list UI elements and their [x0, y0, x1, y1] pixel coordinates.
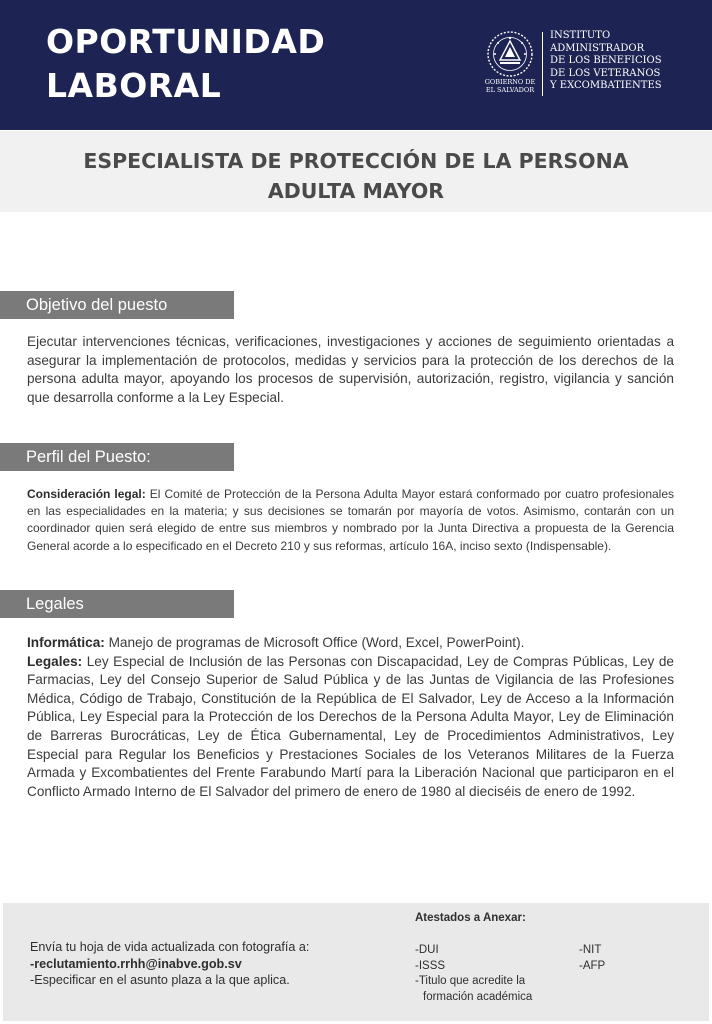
institute-line: DE LOS VETERANOS	[550, 67, 661, 79]
job-title-line-2: ADULTA MAYOR	[267, 179, 445, 203]
institute-name	[550, 30, 662, 93]
attachments-list-left	[415, 943, 532, 1005]
job-title-line-1: ESPECIALISTA DE PROTECCIÓN DE LA PERSONA	[83, 149, 629, 173]
it-requirement	[27, 634, 674, 653]
attachment-item: -Titulo que acredite la	[415, 975, 526, 987]
legal-section-label: Legales	[0, 590, 234, 618]
profile-text	[27, 486, 674, 555]
laws-text: Ley Especial de Inclusión de las Personas con Discapacidad, Ley de Compras Públicas, Ley de Farmacias, Ley del Consejo Superior de Salud Pública y de las Juntas de Vigilancia de las Profesiones Médica, Código de Trabajo, Constitución de la República de El Salvador, Ley de Acceso a la Información Pública, Ley Especial para la Protección de los Derechos de la Persona Adulta Mayor, Ley de Eliminación de Barreras Burocráticas, Ley de Ética Gubernamental, Ley de Procedimientos Administrativos, Ley Especial para Regular los Beneficios y Prestaciones Sociales de los Veteranos Militares de la Fuerza Armada y Excombatientes del Frente Farabundo Martí para la Liberación Nacional que participaron en el Conflicto Armado Interno de El Salvador del primero de enero de 1980 al dieciséis de enero de 1992.	[27, 653, 674, 799]
institution-logo	[480, 28, 680, 100]
it-heading: Informática:	[27, 635, 105, 650]
attachments-list-right	[579, 943, 605, 974]
header-title-line-2: LABORAL	[46, 66, 222, 105]
objective-section-label: Objetivo del puesto	[0, 291, 234, 319]
el-salvador-seal-icon	[486, 30, 534, 78]
recruitment-email[interactable]: -reclutamiento.rrhh@inabve.gob.sv	[30, 956, 242, 971]
job-title	[0, 146, 712, 206]
institute-line: INSTITUTO	[550, 30, 611, 41]
profile-section-label: Perfil del Puesto:	[0, 443, 234, 471]
send-instructions	[30, 939, 309, 989]
application-footer	[3, 903, 709, 1021]
attachment-item: formación académica	[423, 990, 533, 1003]
legal-consideration-text: El Comité de Protección de la Persona Adulta Mayor estará conformado por cuatro profesionales en las especialidades en la materia; y sus decisiones se tomarán por mayoría de votos. Asimismo, contarán con un coordinador quien será elegido de entre sus miembros y nombrado por la Junta Directiva a propuesta de la Gerencia General acorde a lo especificado en el Decreto 210 y sus reformas, artículo 16A, inciso sexto (Indispensable).	[27, 487, 675, 553]
attachment-item: -ISSS	[415, 959, 446, 972]
header-title	[46, 20, 325, 108]
it-text: Manejo de programas de Microsoft Office (Word, Excel, PowerPoint).	[104, 635, 525, 650]
legal-text	[27, 634, 674, 801]
header-title-line-1: OPORTUNIDAD	[46, 22, 326, 61]
seal-caption	[480, 78, 540, 94]
attachment-item: -DUI	[415, 944, 439, 956]
attachments-title: Atestados a Anexar:	[415, 912, 526, 924]
institute-line: ADMINISTRADOR	[550, 42, 645, 54]
laws-heading: Legales:	[27, 653, 83, 669]
legal-consideration-heading: Consideración legal:	[27, 487, 146, 501]
header-banner	[0, 0, 712, 130]
objective-text: Ejecutar intervenciones técnicas, verificaciones, investigaciones y acciones de seguimiento orientadas a asegurar la implementación de protocolos, medidas y servicios para la protección de los derechos de la persona adulta mayor, apoyando los procesos de supervisión, autorización, registro, vigilancia y sanción que desarrolla conforme a la Ley Especial.	[27, 334, 674, 405]
laws-requirement	[27, 653, 674, 802]
subject-note: -Especificar en el asunto plaza a la que aplica.	[30, 973, 290, 987]
seal-caption-line-1: GOBIERNO DE	[484, 78, 536, 86]
institute-line: DE LOS BENEFICIOS	[550, 55, 662, 67]
send-line: Envía tu hoja de vida actualizada con fotografía a:	[30, 940, 310, 954]
attachment-item: -AFP	[579, 959, 606, 972]
institute-line: Y EXCOMBATIENTES	[550, 80, 662, 92]
attachment-item: -NIT	[579, 944, 602, 956]
logo-divider	[542, 32, 543, 96]
seal-caption-line-2: EL SALVADOR	[485, 86, 535, 94]
